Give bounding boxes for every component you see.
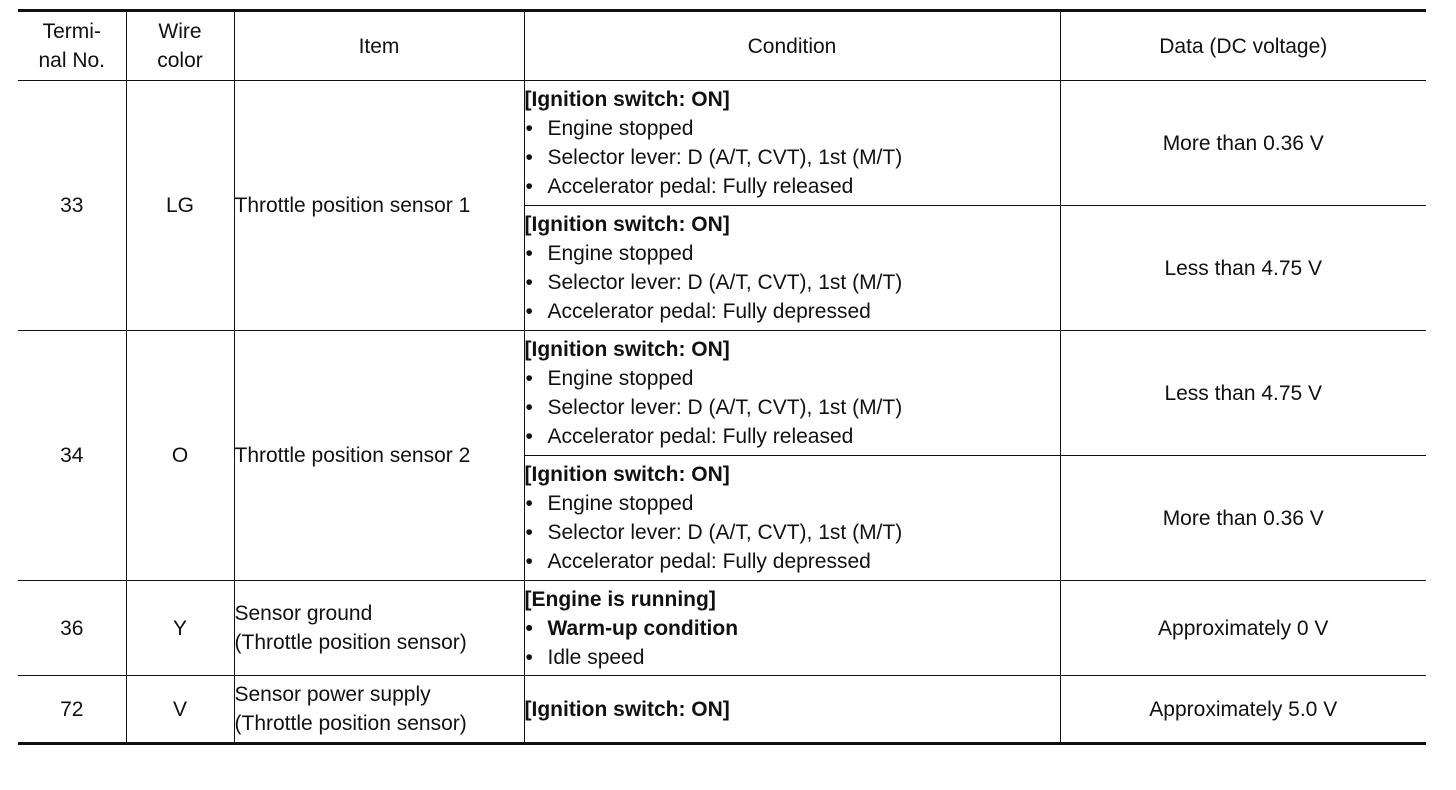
item-name-line1: Sensor ground bbox=[234, 602, 373, 625]
condition-list bbox=[525, 364, 1060, 451]
voltage-value: More than 0.36 V bbox=[1060, 81, 1426, 206]
condition-title: [Ignition switch: ON] bbox=[524, 88, 730, 111]
wire-color: Y bbox=[126, 581, 234, 676]
wire-color: O bbox=[126, 331, 234, 581]
header-terminal bbox=[18, 11, 126, 81]
condition-title: [Ignition switch: ON] bbox=[524, 338, 730, 361]
item-name bbox=[234, 581, 524, 676]
table-row bbox=[18, 676, 1426, 744]
header-terminal-line1: Termi- bbox=[42, 20, 101, 43]
condition-bullet: • Selector lever: D (A/T, CVT), 1st (M/T) bbox=[525, 268, 1060, 297]
voltage-value: More than 0.36 V bbox=[1060, 456, 1426, 581]
terminal-number: 36 bbox=[18, 581, 126, 676]
condition-cell bbox=[524, 331, 1060, 456]
item-name-line2: (Throttle position sensor) bbox=[234, 712, 467, 735]
condition-bullet: • Warm-up condition bbox=[525, 614, 1060, 643]
condition-bullet: • Engine stopped bbox=[525, 364, 1060, 393]
table-row bbox=[18, 331, 1426, 456]
condition-list bbox=[525, 614, 1060, 672]
condition-bullet: • Engine stopped bbox=[525, 239, 1060, 268]
condition-title: [Engine is running] bbox=[524, 587, 716, 611]
condition-bullet: • Engine stopped bbox=[525, 489, 1060, 518]
condition-list bbox=[525, 489, 1060, 576]
condition-title: [Ignition switch: ON] bbox=[524, 213, 730, 236]
item-name bbox=[234, 676, 524, 744]
item-name: Throttle position sensor 2 bbox=[234, 331, 524, 581]
condition-list bbox=[525, 114, 1060, 201]
voltage-value: Less than 4.75 V bbox=[1060, 331, 1426, 456]
condition-cell bbox=[524, 81, 1060, 206]
condition-bullet: • Idle speed bbox=[525, 643, 1060, 672]
header-data: Data (DC voltage) bbox=[1060, 11, 1426, 81]
terminal-number: 33 bbox=[18, 81, 126, 331]
condition-cell bbox=[524, 206, 1060, 331]
item-name-line2: (Throttle position sensor) bbox=[234, 631, 467, 654]
condition-title: [Ignition switch: ON] bbox=[524, 463, 730, 486]
condition-cell bbox=[524, 456, 1060, 581]
table-row bbox=[18, 581, 1426, 676]
header-wire-color bbox=[126, 11, 234, 81]
terminal-number: 34 bbox=[18, 331, 126, 581]
condition-bullet: • Selector lever: D (A/T, CVT), 1st (M/T) bbox=[525, 393, 1060, 422]
header-wire-line1: Wire bbox=[158, 20, 202, 43]
condition-title: [Ignition switch: ON] bbox=[524, 697, 730, 721]
table-row bbox=[18, 81, 1426, 206]
condition-bullet: • Engine stopped bbox=[525, 114, 1060, 143]
voltage-value: Approximately 5.0 V bbox=[1060, 676, 1426, 744]
header-terminal-line2: nal No. bbox=[38, 49, 106, 72]
header-row bbox=[18, 11, 1426, 81]
item-name-line1: Sensor power supply bbox=[234, 683, 431, 706]
wire-color: V bbox=[126, 676, 234, 744]
condition-bullet: • Accelerator pedal: Fully released bbox=[525, 172, 1060, 201]
header-condition: Condition bbox=[524, 11, 1060, 81]
condition-cell bbox=[524, 676, 1060, 744]
condition-bullet: • Accelerator pedal: Fully released bbox=[525, 422, 1060, 451]
wire-color: LG bbox=[126, 81, 234, 331]
header-item: Item bbox=[234, 11, 524, 81]
header-wire-line2: color bbox=[157, 49, 203, 72]
condition-bullet: • Accelerator pedal: Fully depressed bbox=[525, 547, 1060, 576]
terminal-data-table bbox=[18, 9, 1426, 745]
condition-bullet: • Selector lever: D (A/T, CVT), 1st (M/T) bbox=[525, 518, 1060, 547]
terminal-number: 72 bbox=[18, 676, 126, 744]
condition-list bbox=[525, 239, 1060, 326]
condition-cell bbox=[524, 581, 1060, 676]
voltage-value: Less than 4.75 V bbox=[1060, 206, 1426, 331]
voltage-value: Approximately 0 V bbox=[1060, 581, 1426, 676]
condition-bullet: • Selector lever: D (A/T, CVT), 1st (M/T) bbox=[525, 143, 1060, 172]
condition-bullet: • Accelerator pedal: Fully depressed bbox=[525, 297, 1060, 326]
item-name: Throttle position sensor 1 bbox=[234, 81, 524, 331]
